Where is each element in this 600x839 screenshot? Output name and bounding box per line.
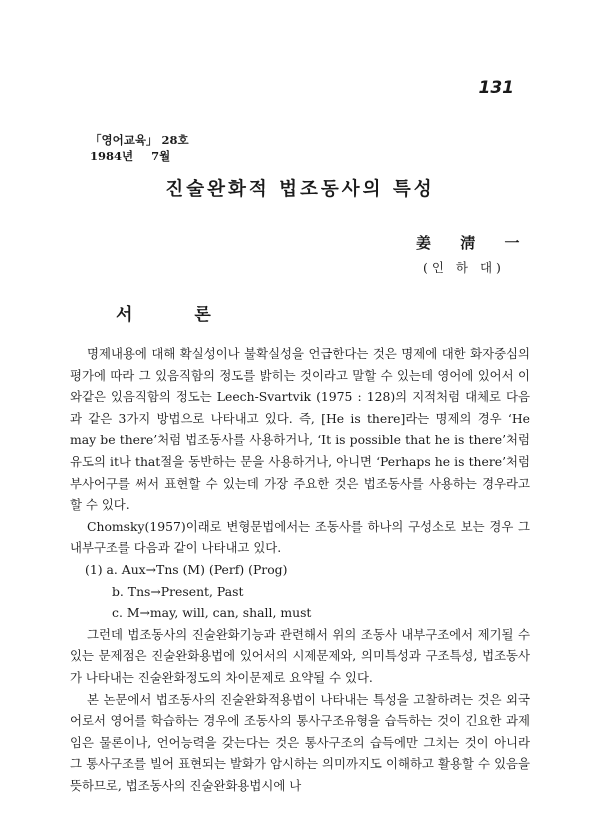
journal-year: 1984년	[90, 149, 134, 163]
page-number: 131	[478, 78, 514, 98]
example-1a: (1) a. Aux→Tns (M) (Perf) (Prog)	[85, 561, 288, 577]
paragraph-3: 그런데 법조동사의 진술완화기능과 관련해서 위의 조동사 내부구조에서 제기될 수 있는 문제점은 진술완화용법에 있어서의 시제문제와, 의미특성과 구조특성, 법조동사가 나타내는 진술완화정도의 차이문제로 요약될 수 있다.	[70, 626, 530, 685]
journal-month: 7월	[151, 149, 171, 163]
journal-info	[90, 132, 189, 164]
body-text	[70, 343, 530, 796]
author-name: 姜 淸 一	[416, 234, 532, 252]
paragraph-4: 본 논문에서 법조동사의 진술완화적용법이 나타내는 특성을 고찰하려는 것은 외국어로서 영어를 학습하는 경우에 조동사의 통사구조유형을 습득하는 것이 긴요한 과제임은 물론이나, 언어능력을 갖는다는 것은 통사구조의 습득에만 그치는 것이 아니라 그 통사구조를 빌어 표현되는 발화가 암시하는 의미까지도 이해하고 활용할 수 있음을 뜻하므로, 법조동사의 진술완화용법시에 나	[70, 691, 530, 793]
example-1b: b. Tns→Present, Past	[112, 583, 244, 599]
paper-title: 진술완화적 법조동사의 특성	[165, 179, 435, 200]
journal-name: 「영어교육」 28호	[90, 133, 189, 147]
paragraph-1: 명제내용에 대해 확실성이나 불확실성을 언급한다는 것은 명제에 대한 화자중심의 평가에 따라 그 있음직함의 정도를 밝히는 것이라고 말할 수 있는데 영어에 있어서 이와같은 있음직함의 정도는 Leech-Svartvik (1975 : 128)의 지적처럼 대체로 다음과 같은 3가지 방법으로 나타내고 있다. 즉, [He is there]라는 명제의 경우 ‘He may be there’처럼 법조동사를 사용하거나, ‘It is possible that he is there’처럼 유도의 it나 that절을 동반하는 문을 사용하거나, 아니면 ‘Perhaps he is there’처럼 부사어구를 써서 표현할 수 있는데 가장 주요한 것은 법조동사를 사용하는 경우라고 할 수 있다.	[70, 346, 530, 513]
example-1c: c. M→may, will, can, shall, must	[112, 605, 312, 621]
paragraph-2: Chomsky(1957)이래로 변형문법에서는 조동사를 하나의 구성소로 보는 경우 그 내부구조를 다음과 같이 나타내고 있다.	[70, 518, 530, 556]
section-heading: 서 론	[116, 305, 239, 325]
author-affiliation: (인 하 대)	[423, 260, 505, 275]
